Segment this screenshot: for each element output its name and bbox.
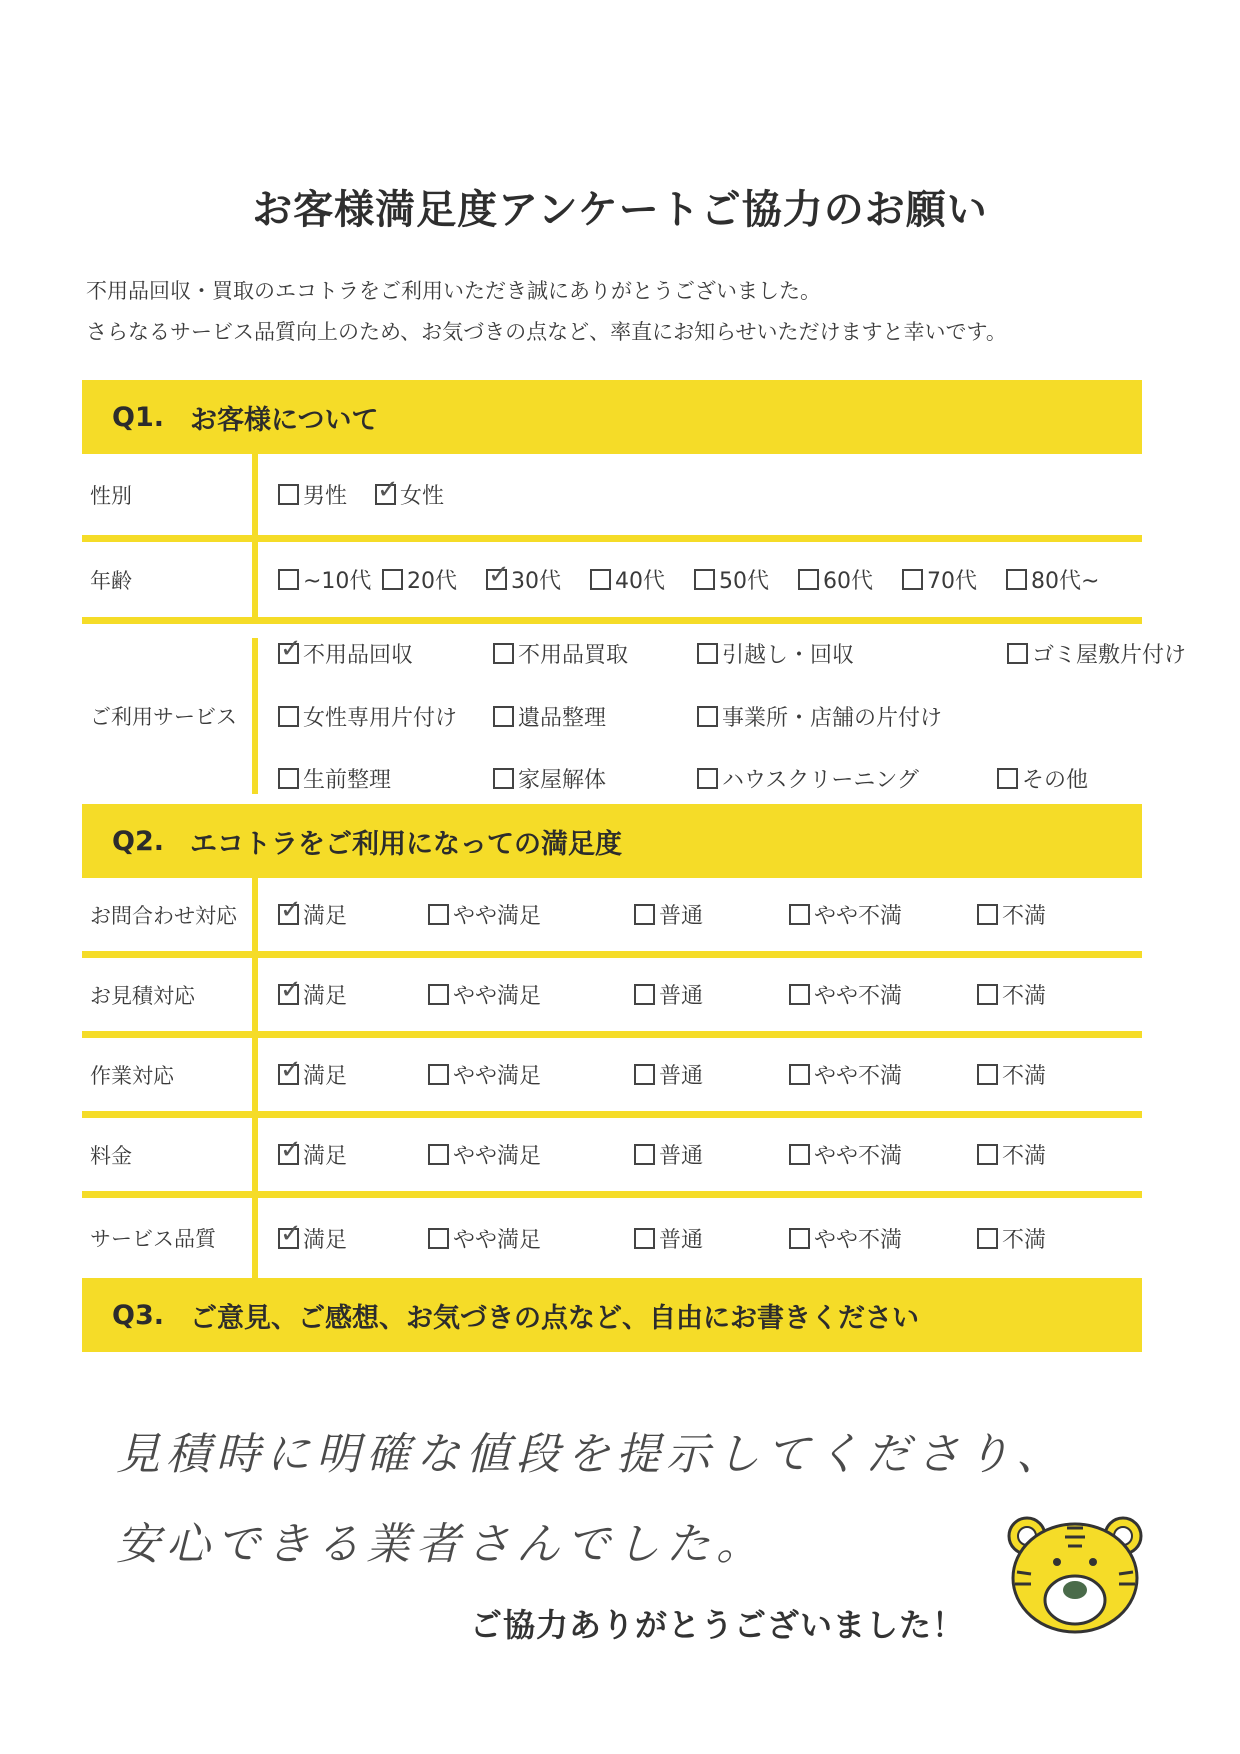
service-option[interactable] xyxy=(697,763,997,794)
checkmark-icon: ✓ xyxy=(280,895,302,925)
checkbox[interactable] xyxy=(697,768,718,789)
age-options xyxy=(258,542,1142,617)
intro-line-1: 不用品回収・買取のエコトラをご利用いただき誠にありがとうございました。 xyxy=(86,279,821,303)
satisfaction-option[interactable] xyxy=(428,1059,634,1090)
checkmark-icon: ✓ xyxy=(377,475,399,505)
age-row xyxy=(82,542,1142,624)
checkbox[interactable] xyxy=(590,569,611,590)
satisfaction-row xyxy=(82,1198,1142,1278)
option-label: 不用品回収 xyxy=(303,643,414,668)
checkbox[interactable] xyxy=(789,904,810,925)
satisfaction-option[interactable] xyxy=(977,1059,1097,1090)
service-options-line xyxy=(278,763,1186,794)
gender-option[interactable] xyxy=(375,475,445,510)
satisfaction-options xyxy=(258,878,1142,951)
satisfaction-option[interactable] xyxy=(634,1223,789,1254)
q2-header xyxy=(82,804,1142,878)
satisfaction-option[interactable] xyxy=(428,979,634,1010)
age-option[interactable] xyxy=(590,564,694,595)
option-label: 20代 xyxy=(407,569,457,594)
satisfaction-options xyxy=(258,1118,1142,1191)
option-label: やや不満 xyxy=(814,1227,903,1253)
option-label: 普通 xyxy=(659,1064,704,1089)
age-option[interactable] xyxy=(382,564,486,595)
satisfaction-label: お見積対応 xyxy=(82,958,258,1031)
satisfaction-row xyxy=(82,878,1142,958)
satisfaction-option[interactable] xyxy=(977,1223,1097,1254)
service-option[interactable] xyxy=(278,634,493,669)
age-label: 年齢 xyxy=(82,542,258,617)
checkbox[interactable] xyxy=(278,706,299,727)
checkbox[interactable] xyxy=(278,895,302,925)
option-label: 満足 xyxy=(303,984,348,1009)
option-label: 女性 xyxy=(400,484,445,509)
checkmark-icon: ✓ xyxy=(280,1218,302,1249)
checkbox[interactable] xyxy=(634,1064,655,1085)
option-label: 30代 xyxy=(511,569,561,594)
option-label: ~10代 xyxy=(303,569,372,594)
option-label: ハウスクリーニング xyxy=(722,768,919,793)
option-label: 女性専用片付け xyxy=(303,705,458,731)
checkbox[interactable] xyxy=(278,975,302,1005)
checkmark-icon: ✓ xyxy=(280,1135,302,1165)
checkbox[interactable] xyxy=(789,1144,810,1165)
option-label: 家屋解体 xyxy=(518,768,607,793)
service-option[interactable] xyxy=(493,638,697,669)
option-label: 不満 xyxy=(1002,1064,1047,1089)
checkbox[interactable] xyxy=(694,569,715,590)
satisfaction-row xyxy=(82,1038,1142,1118)
checkbox[interactable] xyxy=(977,1144,998,1165)
option-label: 満足 xyxy=(303,1144,348,1169)
option-label: 不満 xyxy=(1002,1227,1047,1253)
gender-label: 性別 xyxy=(82,454,258,535)
service-option[interactable] xyxy=(493,763,697,794)
checkbox[interactable] xyxy=(789,1228,810,1249)
q1-heading: お客様について xyxy=(190,404,379,436)
option-label: 普通 xyxy=(659,1227,704,1253)
q1-header xyxy=(82,380,1142,454)
option-label: やや不満 xyxy=(814,1144,903,1169)
checkbox[interactable] xyxy=(977,904,998,925)
option-label: 普通 xyxy=(659,984,704,1009)
satisfaction-option[interactable] xyxy=(428,1139,634,1170)
checkbox[interactable] xyxy=(977,1064,998,1085)
satisfaction-label: 料金 xyxy=(82,1118,258,1191)
checkbox[interactable] xyxy=(278,768,299,789)
checkmark-icon: ✓ xyxy=(280,634,302,664)
option-label: やや満足 xyxy=(453,1064,542,1089)
option-label: 普通 xyxy=(659,1144,704,1169)
comment-line-2[interactable]: 安心できる業者さんでした。 xyxy=(116,1519,766,1570)
satisfaction-option[interactable] xyxy=(278,1135,428,1170)
satisfaction-option[interactable] xyxy=(428,1223,634,1254)
checkbox[interactable] xyxy=(634,984,655,1005)
option-label: 満足 xyxy=(303,1227,348,1253)
service-options xyxy=(258,634,1187,794)
satisfaction-option[interactable] xyxy=(977,1139,1097,1170)
option-label: やや不満 xyxy=(814,904,903,929)
option-label: 不満 xyxy=(1002,984,1047,1009)
satisfaction-option[interactable] xyxy=(789,1139,977,1170)
age-option[interactable] xyxy=(278,564,382,595)
q3-header xyxy=(82,1278,1142,1352)
checkbox[interactable] xyxy=(278,484,299,505)
option-label: 60代 xyxy=(823,569,873,594)
checkbox[interactable] xyxy=(278,1055,302,1085)
satisfaction-rows xyxy=(82,878,1142,1278)
satisfaction-label: サービス品質 xyxy=(82,1198,258,1278)
satisfaction-option[interactable] xyxy=(634,979,789,1010)
satisfaction-label: お問合わせ対応 xyxy=(82,878,258,951)
option-label: 遺品整理 xyxy=(518,705,607,731)
satisfaction-option[interactable] xyxy=(634,899,789,930)
satisfaction-row xyxy=(82,1118,1142,1198)
option-label: やや満足 xyxy=(453,1227,542,1253)
option-label: やや満足 xyxy=(453,984,542,1009)
service-option[interactable] xyxy=(493,701,697,732)
option-label: 70代 xyxy=(927,569,977,594)
satisfaction-option[interactable] xyxy=(634,1059,789,1090)
checkbox[interactable] xyxy=(789,1064,810,1085)
checkmark-icon: ✓ xyxy=(280,975,302,1005)
service-option[interactable] xyxy=(1007,638,1186,669)
intro-line-2: さらなるサービス品質向上のため、お気づきの点など、率直にお知らせいただけますと幸いです。 xyxy=(86,320,1007,344)
service-option[interactable] xyxy=(278,701,493,732)
satisfaction-option[interactable] xyxy=(278,975,428,1010)
option-label: 80代~ xyxy=(1031,569,1100,594)
option-label: 引越し・回収 xyxy=(722,643,855,668)
checkbox[interactable] xyxy=(278,634,302,664)
option-label: 不用品買取 xyxy=(518,643,629,668)
checkbox[interactable] xyxy=(428,904,449,925)
option-label: 普通 xyxy=(659,904,704,929)
satisfaction-row xyxy=(82,958,1142,1038)
option-label: やや不満 xyxy=(814,984,903,1009)
option-label: 不満 xyxy=(1002,904,1047,929)
checkbox[interactable] xyxy=(798,569,819,590)
satisfaction-option[interactable] xyxy=(634,1139,789,1170)
checkbox[interactable] xyxy=(697,706,718,727)
satisfaction-option[interactable] xyxy=(789,1059,977,1090)
age-option[interactable] xyxy=(902,564,1006,595)
satisfaction-label: 作業対応 xyxy=(82,1038,258,1111)
satisfaction-option[interactable] xyxy=(977,979,1097,1010)
checkbox[interactable] xyxy=(977,1228,998,1249)
satisfaction-option[interactable] xyxy=(278,1055,428,1090)
satisfaction-option[interactable] xyxy=(977,899,1097,930)
checkbox[interactable] xyxy=(697,643,718,664)
option-label: 50代 xyxy=(719,569,769,594)
age-option[interactable] xyxy=(486,560,590,595)
checkbox[interactable] xyxy=(428,1064,449,1085)
service-options-line xyxy=(278,701,1186,732)
checkbox[interactable] xyxy=(493,768,514,789)
checkbox[interactable] xyxy=(634,904,655,925)
option-label: その他 xyxy=(1022,768,1089,793)
checkbox[interactable] xyxy=(789,984,810,1005)
thanks-message: ご協力ありがとうございました！ xyxy=(470,1606,966,1644)
checkmark-icon: ✓ xyxy=(280,1055,302,1085)
service-option[interactable] xyxy=(997,763,1088,794)
satisfaction-option[interactable] xyxy=(278,1218,428,1254)
checkbox[interactable] xyxy=(902,569,923,590)
service-option[interactable] xyxy=(697,638,1007,669)
option-label: やや不満 xyxy=(814,1064,903,1089)
q2-heading: エコトラをご利用になっての満足度 xyxy=(190,828,622,860)
option-label: 満足 xyxy=(303,904,348,929)
survey-title: お客様満足度アンケートご協力のお願い xyxy=(252,187,988,233)
satisfaction-option[interactable] xyxy=(278,895,428,930)
option-label: 事業所・店舗の片付け xyxy=(722,705,943,731)
satisfaction-options xyxy=(258,1198,1142,1278)
checkbox[interactable] xyxy=(634,1228,655,1249)
service-option[interactable] xyxy=(697,701,1116,732)
checkbox[interactable] xyxy=(428,1228,449,1249)
option-label: 不満 xyxy=(1002,1144,1047,1169)
gender-options xyxy=(258,454,1142,535)
gender-row xyxy=(82,454,1142,542)
service-row xyxy=(82,624,1187,804)
q1-number: Q1. xyxy=(112,401,164,433)
tiger-mascot-icon xyxy=(1005,1510,1145,1636)
option-label: 生前整理 xyxy=(303,768,392,793)
option-label: やや満足 xyxy=(453,1144,542,1169)
satisfaction-option[interactable] xyxy=(789,899,977,930)
checkbox[interactable] xyxy=(428,1144,449,1165)
age-option[interactable] xyxy=(798,564,902,595)
checkbox[interactable] xyxy=(634,1144,655,1165)
satisfaction-options xyxy=(258,1038,1142,1111)
checkbox[interactable] xyxy=(278,1218,302,1249)
satisfaction-option[interactable] xyxy=(789,1223,977,1254)
checkmark-icon: ✓ xyxy=(488,560,510,590)
option-label: 満足 xyxy=(303,1064,348,1089)
comment-line-1[interactable]: 見積時に明確な値段を提示してくださり、 xyxy=(116,1429,1066,1480)
checkbox[interactable] xyxy=(493,706,514,727)
satisfaction-option[interactable] xyxy=(789,979,977,1010)
checkbox[interactable] xyxy=(382,569,403,590)
option-label: ゴミ屋敷片付け xyxy=(1032,643,1187,668)
option-label: 男性 xyxy=(303,484,348,509)
q3-heading: ご意見、ご感想、お気づきの点など、自由にお書きください xyxy=(190,1302,919,1334)
checkbox[interactable] xyxy=(997,768,1018,789)
checkbox[interactable] xyxy=(493,643,514,664)
gender-option[interactable] xyxy=(278,479,347,510)
q3-number: Q3. xyxy=(112,1299,164,1331)
age-option[interactable] xyxy=(1006,564,1110,595)
service-option[interactable] xyxy=(278,763,493,794)
checkbox[interactable] xyxy=(977,984,998,1005)
satisfaction-option[interactable] xyxy=(428,899,634,930)
checkbox[interactable] xyxy=(486,560,510,590)
checkbox[interactable] xyxy=(1006,569,1027,590)
service-options-line xyxy=(278,634,1187,669)
checkbox[interactable] xyxy=(375,475,399,505)
satisfaction-options xyxy=(258,958,1142,1031)
checkbox[interactable] xyxy=(428,984,449,1005)
checkbox[interactable] xyxy=(1007,643,1028,664)
service-label: ご利用サービス xyxy=(82,638,258,794)
option-label: 40代 xyxy=(615,569,665,594)
checkbox[interactable] xyxy=(278,569,299,590)
age-option[interactable] xyxy=(694,564,798,595)
checkbox[interactable] xyxy=(278,1135,302,1165)
option-label: やや満足 xyxy=(453,904,542,929)
q2-number: Q2. xyxy=(112,825,164,857)
survey-form xyxy=(82,380,1187,1352)
